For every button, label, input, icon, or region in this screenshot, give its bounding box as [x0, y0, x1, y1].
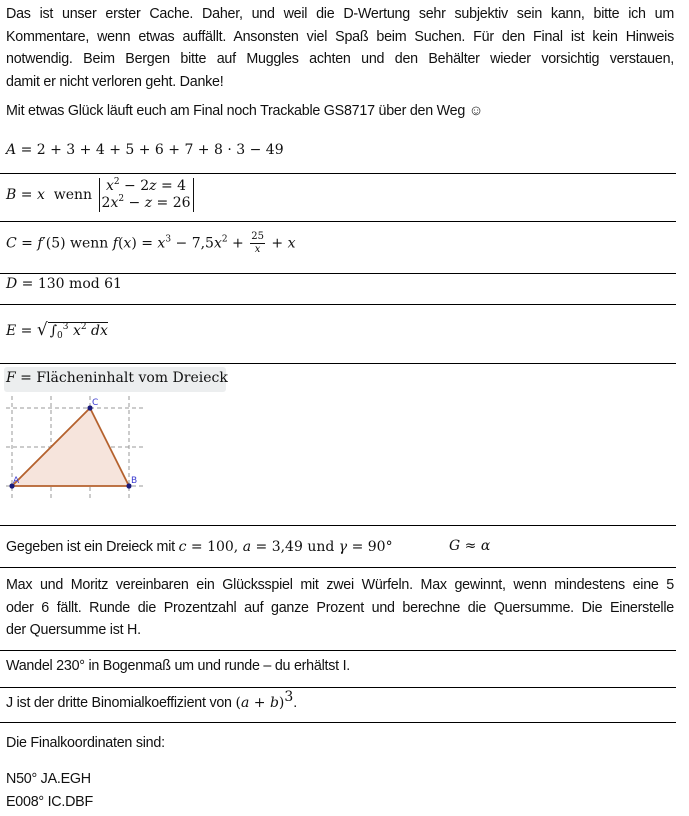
eq2-coef: 2 [101, 195, 111, 211]
t: ( [235, 695, 241, 711]
t: ) [278, 695, 285, 711]
final-north: N50° JA.EGH [6, 771, 91, 787]
t: f [112, 235, 118, 252]
integral-icon: ∫ [49, 323, 58, 339]
t: a [240, 695, 250, 711]
intro-line: Kommentare, wenn etwas auffällt. Ansonsten viel Spaß beim Suchen. Für den Final ist kein Hinweis [6, 28, 674, 45]
final-east: E008° IC.DBF [6, 794, 93, 810]
intro-line: Das ist unser erster Cache. Daher, und weil die D-Wertung sehr subjektiv sein kann, bitte ich um [6, 6, 674, 22]
divider [0, 722, 676, 723]
intro-line: damit er nicht verloren geht. Danke! [6, 73, 224, 90]
t: c [178, 539, 187, 555]
var-d: D [6, 276, 18, 292]
divider [0, 650, 676, 651]
t: x [157, 235, 166, 252]
divider [0, 525, 676, 526]
intro-paragraph [6, 3, 674, 93]
divider [0, 173, 676, 174]
t: + [227, 235, 249, 252]
h-line: der Quersumme ist H. [6, 622, 141, 638]
riddle-b [6, 178, 196, 212]
alpha: α [480, 538, 491, 554]
t: x [72, 323, 81, 339]
t: dx [91, 323, 108, 339]
eq2-minus: − [124, 195, 145, 211]
equals: = [20, 187, 37, 203]
bar-left [99, 178, 100, 212]
eq2-rhs: = 26 [152, 195, 191, 211]
eq1-z: z [149, 178, 157, 194]
intro-line: notwendig. Beim Bergen bitte auf Muggles achten und den Behälter wieder vorsichtig verstauen, [6, 51, 674, 67]
t: . [293, 695, 298, 711]
t: + [266, 235, 288, 252]
var-e: E [6, 323, 17, 339]
var-x: x [36, 187, 45, 203]
eq1-rhs: = 4 [156, 178, 187, 194]
lower-bound: 0 [57, 331, 63, 341]
riddle-j [6, 689, 298, 712]
label-c: C [92, 398, 99, 408]
exp: 3 [165, 234, 172, 245]
final-label: Die Finalkoordinaten sind: [6, 735, 165, 751]
riddle-f [6, 370, 228, 386]
t: = [16, 235, 38, 252]
t: a [242, 539, 252, 555]
equation-system [102, 178, 191, 212]
numerator: 25 [251, 231, 264, 242]
h-line: Max und Moritz vereinbaren ein Glücksspiel mit zwei Würfeln. Max gewinnt, wenn mindestens eine 5 [6, 577, 674, 593]
divider [0, 687, 676, 688]
exp: 2 [118, 194, 125, 204]
divider [0, 567, 676, 568]
riddle-d [6, 276, 122, 292]
divider [0, 304, 676, 305]
t: ′(5) wenn [42, 235, 113, 252]
var-a: A [6, 142, 17, 158]
var-g: G [449, 538, 461, 554]
label-a: A [13, 476, 20, 486]
riddle-h [6, 574, 674, 642]
upper-bound: 3 [62, 322, 69, 332]
divider [0, 273, 676, 274]
exp: 3 [284, 689, 294, 705]
expr-a: = 2 + 3 + 4 + 5 + 6 + 7 + 8 · 3 − 49 [20, 142, 284, 158]
equals: = [16, 323, 37, 339]
t: x [123, 235, 132, 252]
t: ( [117, 235, 124, 252]
approx: ≈ [460, 538, 481, 554]
trackable-text: Mit etwas Glück läuft euch am Final noch Trackable GS8717 über den Weg [6, 103, 466, 119]
bar-right [193, 178, 194, 212]
divider [0, 221, 676, 222]
expr-d: = 130 mod 61 [17, 276, 122, 292]
var-b: B [6, 187, 17, 203]
h-line: oder 6 fällt. Runde die Prozentzahl auf ganze Prozent und berechne die Quersumme. Die Einerstelle [6, 599, 674, 616]
riddle-g [6, 538, 393, 556]
label-b: B [131, 476, 138, 486]
j-text: J ist der dritte Binomialkoeffizient von [6, 695, 236, 711]
g-text: Gegeben ist ein Dreieck mit [6, 539, 179, 555]
t: − 7,5 [171, 235, 214, 252]
expr-f: = Flächeninhalt vom Dreieck [15, 370, 228, 386]
trackable-note [6, 103, 483, 119]
t: x [287, 235, 296, 252]
riddle-a [6, 142, 284, 158]
t: = 100, [186, 539, 243, 555]
eq2-x: x [110, 195, 119, 211]
t: γ [338, 539, 348, 555]
exp: 2 [80, 322, 87, 332]
t: = 3,49 und [251, 539, 339, 555]
exp: 2 [113, 177, 120, 187]
eq1-x: x [105, 178, 114, 194]
exp: 2 [221, 234, 228, 245]
eq2-z: z [144, 195, 153, 211]
fraction [250, 231, 265, 256]
denominator: x [254, 244, 261, 255]
g-approx [449, 538, 490, 554]
riddle-e [6, 320, 108, 340]
divider [0, 363, 676, 364]
radicand [48, 322, 108, 339]
sqrt-icon: √ [36, 320, 48, 340]
t: = 90° [347, 539, 393, 555]
wenn-text: wenn [53, 187, 93, 203]
triangle-diagram [0, 394, 150, 504]
var-f: F [6, 370, 16, 386]
eq1-part: − 2 [119, 178, 150, 194]
riddle-c [6, 231, 296, 256]
var-c: C [6, 235, 17, 252]
riddle-i: Wandel 230° in Bogenmaß um und runde – du erhältst I. [6, 658, 351, 674]
smiley-icon: ☺ [468, 103, 484, 119]
t: + [249, 695, 270, 711]
t: b [269, 695, 279, 711]
t: f [37, 235, 43, 252]
t: x [213, 235, 222, 252]
t: ) = [131, 235, 158, 252]
